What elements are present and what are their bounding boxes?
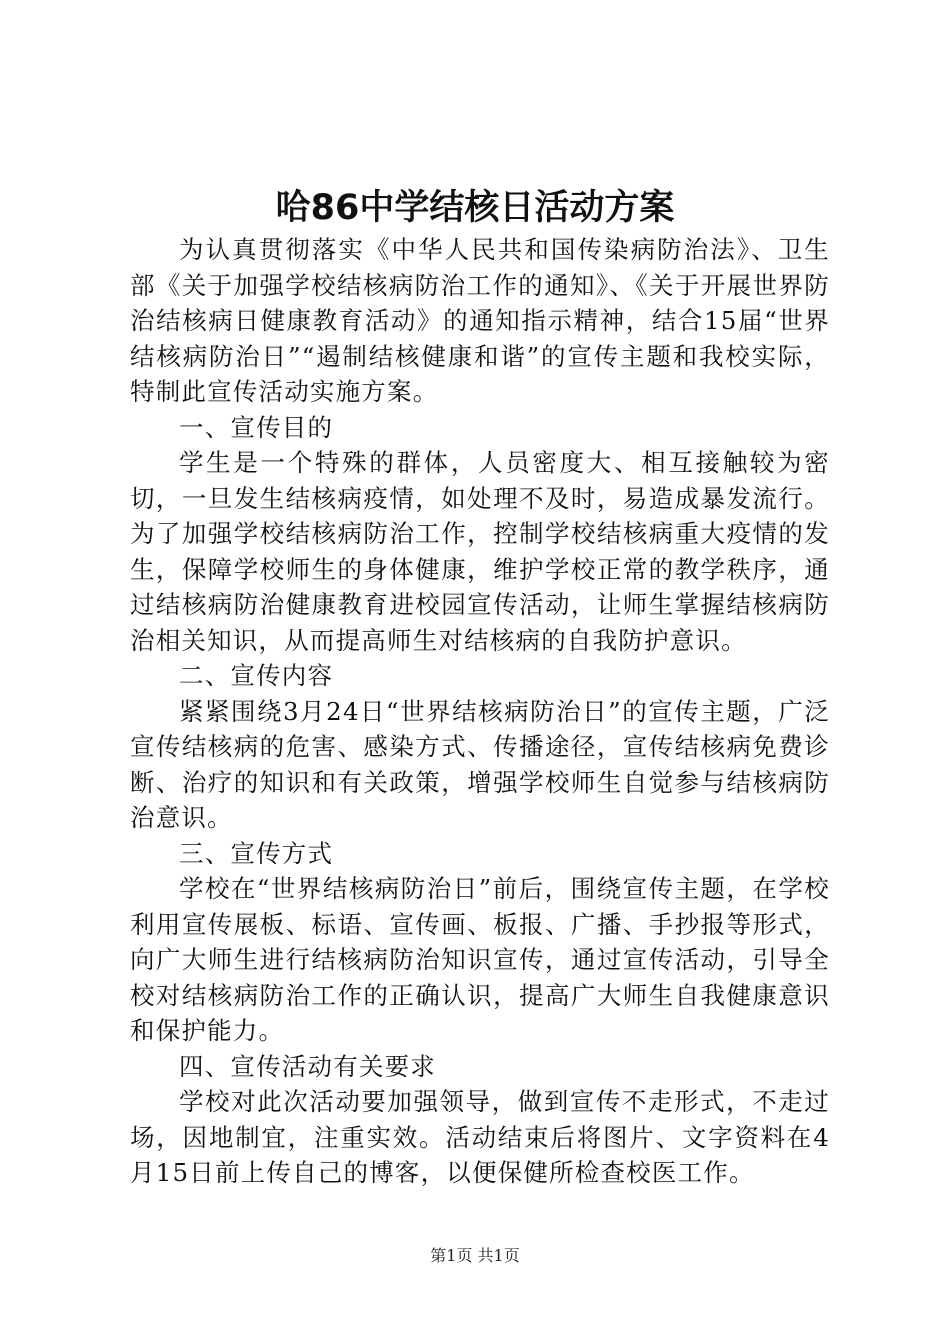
section-heading-requirements: 四、宣传活动有关要求 — [179, 1051, 436, 1081]
section-heading-content: 二、宣传内容 — [179, 661, 334, 690]
document-title: 哈86中学结核日活动方案 — [275, 188, 675, 228]
page-footer: 第1页 共1页 — [430, 1246, 520, 1265]
intro-paragraph: 为认真贯彻落实《中华人民共和国传染病防治法》、卫生部《关于加强学校结核病防治工作的通知》、《关于开展世界防治结核病日健康教育活动》的通知指示精神，结合15届“世界结核病防治日”“遏制结核健康和谐”的宣传主题和我校实际，特制此宣传活动实施方案。 — [130, 235, 830, 406]
document-body — [130, 232, 830, 1191]
section-text-requirements: 学校对此次活动要加强领导，做到宣传不走形式，不走过场，因地制宜，注重实效。活动结束后将图片、文字资料在4月15日前上传自己的博客，以便保健所检查校医工作。 — [130, 1087, 830, 1187]
section-text-method: 学校在“世界结核病防治日”前后，围绕宣传主题，在学校利用宣传展板、标语、宣传画、板报、广播、手抄报等形式，向广大师生进行结核病防治知识宣传，通过宣传活动，引导全校对结核病防治工作的正确认识，提高广大师生自我健康意识和保护能力。 — [130, 874, 830, 1045]
section-heading-purpose: 一、宣传目的 — [179, 412, 334, 442]
section-heading-method: 三、宣传方式 — [179, 838, 334, 868]
section-text-purpose: 学生是一个特殊的群体，人员密度大、相互接触较为密切，一旦发生结核病疫情，如处理不及时，易造成暴发流行。为了加强学校结核病防治工作，控制学校结核病重大疫情的发生，保障学校师生的身体健康，维护学校正常的教学秩序，通过结核病防治健康教育进校园宣传活动，让师生掌握结核病防治相关知识，从而提高师生对结核病的自我防护意识。 — [130, 448, 830, 655]
section-text-content: 紧紧围绕3月24日“世界结核病防治日”的宣传主题，广泛宣传结核病的危害、感染方式、传播途径，宣传结核病免费诊断、治疗的知识和有关政策，增强学校师生自觉参与结核病防治意识。 — [130, 696, 830, 832]
